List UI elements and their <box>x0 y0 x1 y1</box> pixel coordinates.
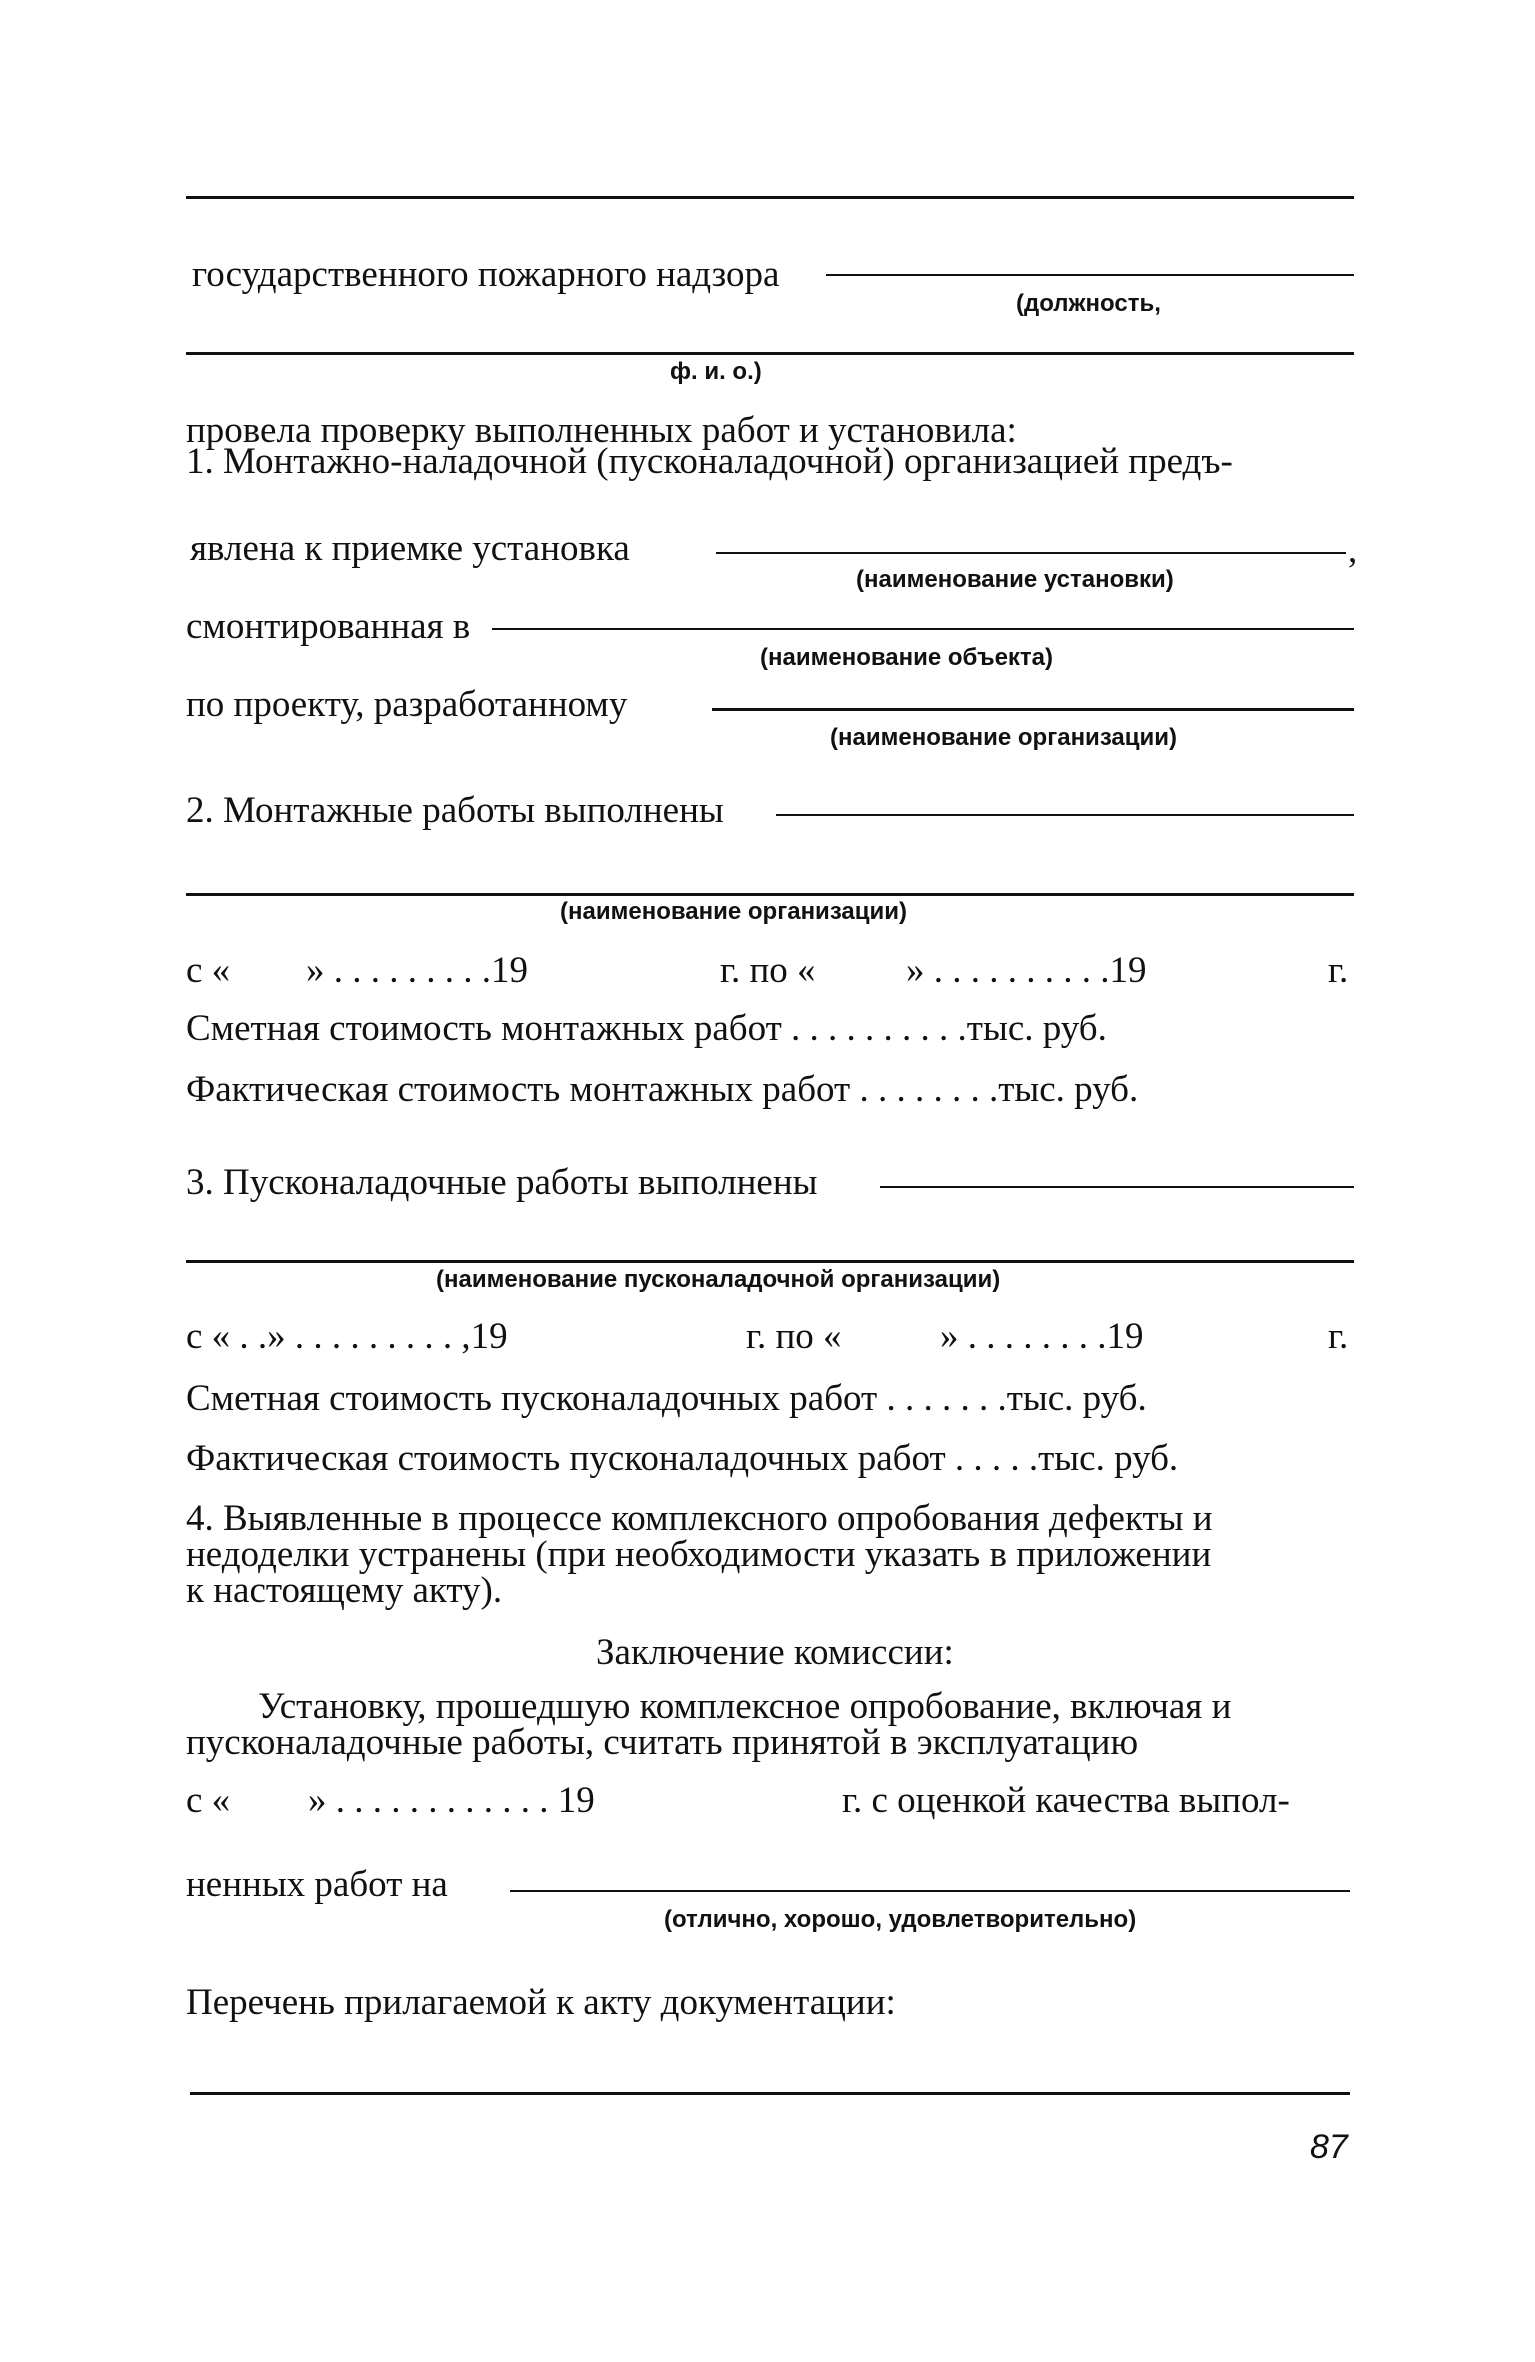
conclusion-line-1: Установку, прошедшую комплексное опробование, включая и <box>258 1686 1232 1727</box>
installation-caption: (наименование установки) <box>856 566 1174 593</box>
quality-label: ненных работ на <box>186 1864 448 1905</box>
item2-cost-plan: Сметная стоимость монтажных работ . . . . . . . . . .тыс. руб. <box>186 1008 1107 1049</box>
item3-cost-fact: Фактическая стоимость пусконаладочных работ . . . . .тыс. руб. <box>186 1438 1179 1479</box>
intro-text: провела проверку выполненных работ и установила: <box>186 410 1017 451</box>
item1-line-a <box>186 443 1354 480</box>
conclusion-date-c1: с « <box>186 1780 231 1821</box>
docs-field-line[interactable] <box>190 2092 1350 2095</box>
item1-line-d: по проекту, разработанному <box>186 684 628 725</box>
item2-org-caption: (наименование организации) <box>560 898 908 925</box>
page-number: 87 <box>1310 2128 1348 2166</box>
top-rule <box>186 196 1354 199</box>
item2-date-c4: » . . . . . . . . . .19 <box>906 950 1147 991</box>
item3-org-caption: (наименование пусконаладочной организации) <box>436 1266 1001 1293</box>
item4-line-1: 4. Выявленные в процессе комплексного опробования дефекты и <box>186 1498 1213 1539</box>
conclusion-heading: Заключение комиссии: <box>596 1632 954 1673</box>
installation-field-line[interactable] <box>716 552 1346 554</box>
item3-date-c4: » . . . . . . . .19 <box>940 1316 1144 1357</box>
conclusion-date-c2: » . . . . . . . . . . . . 19 <box>308 1780 595 1821</box>
item1-line-c: смонтированная в <box>186 606 471 647</box>
fio-caption: ф. и. о.) <box>670 358 762 385</box>
item2-line-a: 2. Монтажные работы выполнены <box>186 790 724 831</box>
item2-org-field-line-1[interactable] <box>776 814 1354 816</box>
item3-date-c1: с « . .» . . . . . . . . . ,19 <box>186 1316 508 1357</box>
item4-line-3: к настоящему акту). <box>186 1570 503 1611</box>
quality-caption: (отлично, хорошо, удовлетворительно) <box>664 1906 1137 1933</box>
item3-date-c5: г. <box>1328 1316 1349 1357</box>
item4-line-2: недоделки устранены (при необходимости указать в приложении <box>186 1534 1212 1575</box>
object-field-line[interactable] <box>492 628 1354 630</box>
item1-line-b: явлена к приемке установка <box>190 528 630 569</box>
item2-date-c1: с « <box>186 950 231 991</box>
object-caption: (наименование объекта) <box>760 644 1054 671</box>
item2-date-c2: » . . . . . . . . .19 <box>306 950 528 991</box>
position-caption: (должность, <box>1016 290 1161 317</box>
quality-field-line[interactable] <box>510 1890 1350 1892</box>
fio-field-line[interactable] <box>186 352 1354 355</box>
conclusion-date-c3: г. с оценкой качества выпол- <box>842 1780 1290 1821</box>
designer-caption: (наименование организации) <box>830 724 1178 751</box>
item3-line-a: 3. Пусконаладочные работы выполнены <box>186 1162 818 1203</box>
docs-list-label: Перечень прилагаемой к акту документации: <box>186 1982 896 2023</box>
item1-line-b-comma: , <box>1348 530 1358 571</box>
item3-cost-plan: Сметная стоимость пусконаладочных работ . . . . . . .тыс. руб. <box>186 1378 1147 1419</box>
item2-date-c5: г. <box>1328 950 1349 991</box>
designer-field-line[interactable] <box>712 708 1354 711</box>
conclusion-line-2: пусконаладочные работы, считать принятой в эксплуатацию <box>186 1722 1139 1763</box>
item1-line-a-text: 1. Монтажно-наладочной (пусконаладочной) организацией предъ- <box>186 441 1233 482</box>
item3-date-c3: г. по « <box>746 1316 842 1357</box>
item3-org-field-line-1[interactable] <box>880 1186 1354 1188</box>
item2-date-c3: г. по « <box>720 950 816 991</box>
item2-cost-fact: Фактическая стоимость монтажных работ . . . . . . . .тыс. руб. <box>186 1069 1139 1110</box>
position-field-line[interactable] <box>826 274 1354 276</box>
item3-org-field-line-2[interactable] <box>186 1260 1354 1263</box>
fire-supervision-label: государственного пожарного надзора <box>192 254 780 295</box>
item2-org-field-line-2[interactable] <box>186 893 1354 896</box>
